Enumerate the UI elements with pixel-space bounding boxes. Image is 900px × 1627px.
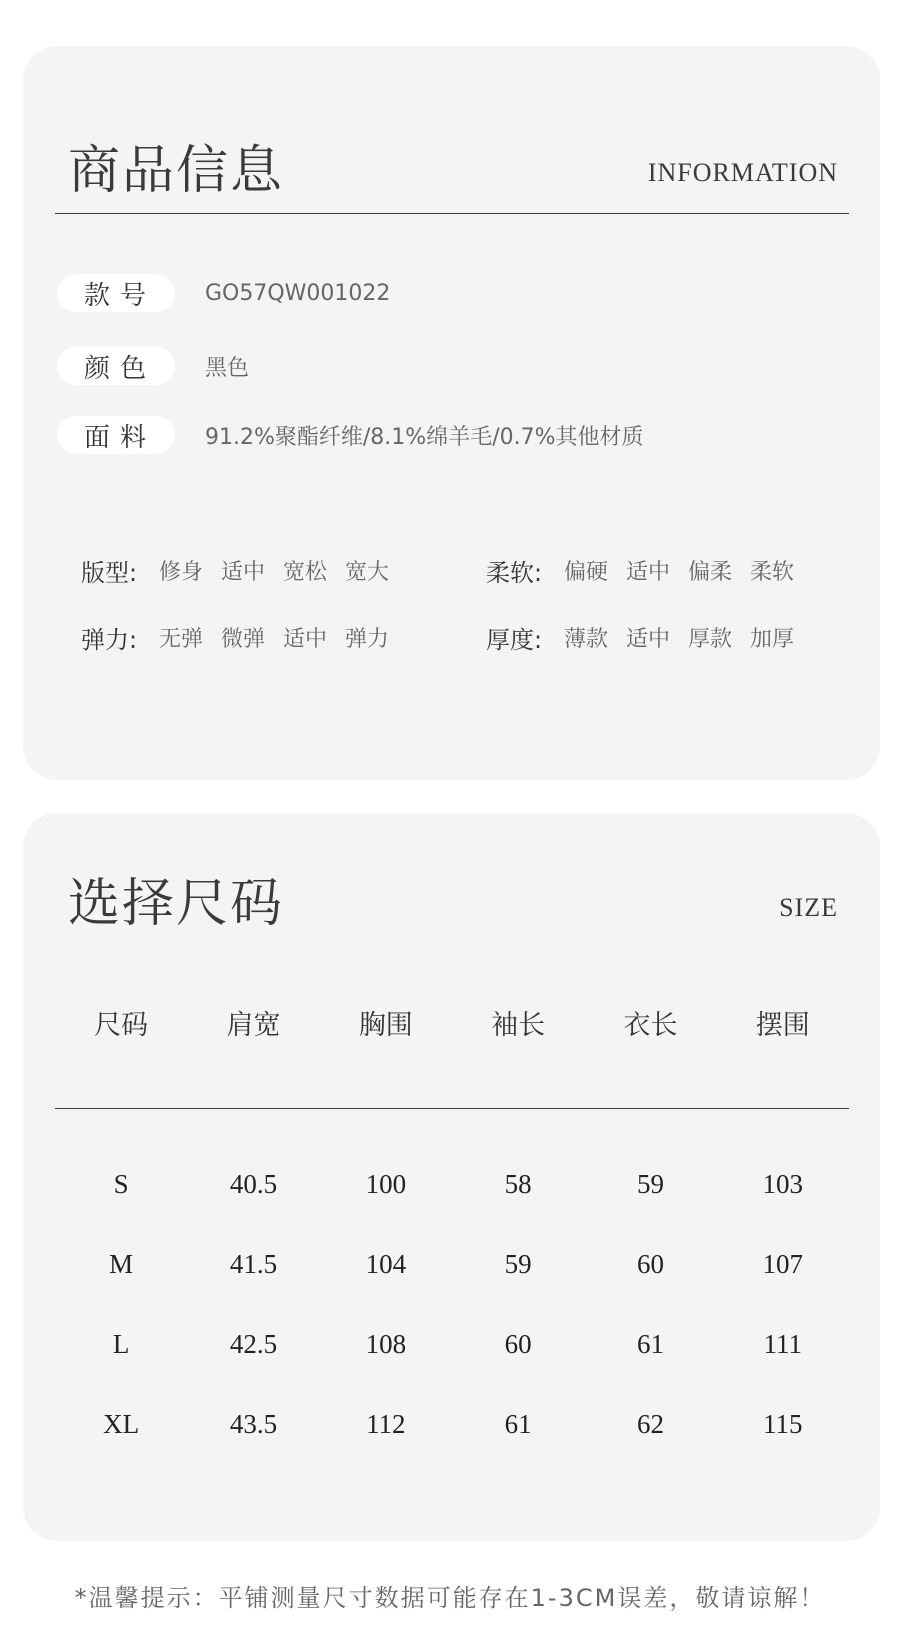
table-cell: 103: [762, 1169, 804, 1199]
table-cell: 100: [365, 1169, 407, 1199]
table-cell: 61: [504, 1409, 532, 1439]
info-label-pill: 款号: [57, 274, 175, 312]
attr-fit: [81, 548, 407, 592]
size-title: 选择尺码: [68, 874, 285, 934]
table-header-cell: 尺码: [94, 1010, 149, 1041]
info-label-pill: 颜色: [57, 347, 175, 385]
info-title: 商品信息: [68, 141, 285, 201]
attr-option-selected: 适中: [626, 622, 688, 653]
table-cell: M: [109, 1249, 134, 1279]
info-row-style-number: [57, 274, 390, 312]
info-value: 黑色: [205, 355, 250, 381]
table-cell: XL: [103, 1409, 140, 1439]
table-cell: 59: [504, 1249, 532, 1279]
attr-option: 薄款: [564, 626, 609, 652]
info-title-en: INFORMATION: [647, 158, 838, 187]
attr-option: 适中: [283, 626, 328, 652]
table-cell: L: [112, 1329, 130, 1359]
size-table-body: [55, 1169, 849, 1489]
table-row: [55, 1409, 849, 1489]
info-row-fabric: [57, 416, 644, 454]
table-cell: 108: [365, 1329, 407, 1359]
table-cell: 107: [762, 1249, 804, 1279]
table-cell: 58: [504, 1169, 532, 1199]
info-value: GO57QW001022: [205, 280, 391, 306]
attr-option: 偏硬: [564, 559, 609, 585]
info-row-color: [57, 347, 249, 385]
table-cell: 62: [636, 1409, 664, 1439]
table-cell: 60: [504, 1329, 532, 1359]
attr-label: 柔软:: [486, 558, 543, 587]
table-header-row: [55, 1003, 849, 1042]
table-header-cell: 肩宽: [226, 1010, 281, 1041]
table-header-cell: 胸围: [358, 1010, 413, 1041]
attr-option: 偏柔: [688, 559, 733, 585]
table-header-cell: 袖长: [491, 1010, 546, 1041]
table-header-cell: 衣长: [623, 1010, 678, 1041]
table-cell: 43.5: [229, 1409, 278, 1439]
footnote: *温馨提示：平铺测量尺寸数据可能存在1-3CM误差，敬请谅解！: [74, 1584, 826, 1612]
attr-elasticity: [81, 615, 407, 659]
attr-label: 版型:: [81, 558, 138, 587]
table-cell: 115: [763, 1409, 803, 1439]
divider: [55, 213, 849, 214]
product-info-card: [23, 46, 880, 780]
divider: [55, 1108, 849, 1109]
info-label-pill: 面料: [57, 416, 175, 454]
table-cell: 61: [636, 1329, 664, 1359]
attr-softness: [486, 548, 812, 592]
size-card: [23, 813, 880, 1541]
table-cell: 112: [366, 1409, 406, 1439]
info-value: 91.2%聚酯纤维/8.1%绵羊毛/0.7%其他材质: [205, 424, 644, 450]
attr-option-selected: 适中: [626, 555, 688, 586]
table-cell: 40.5: [229, 1169, 278, 1199]
size-table: [55, 1003, 849, 1042]
table-cell: S: [113, 1169, 129, 1199]
attr-option: 微弹: [221, 626, 266, 652]
table-cell: 60: [636, 1249, 664, 1279]
attr-option: 宽松: [283, 559, 328, 585]
attr-option: 修身: [159, 559, 204, 585]
table-cell: 104: [365, 1249, 407, 1279]
table-row: [55, 1169, 849, 1249]
table-row: [55, 1329, 849, 1409]
table-cell: 59: [636, 1169, 664, 1199]
attr-option: 加厚: [750, 626, 795, 652]
table-header-cell: 摆围: [755, 1010, 810, 1041]
attr-option: 厚款: [688, 626, 733, 652]
table-cell: 42.5: [229, 1329, 278, 1359]
size-title-en: SIZE: [779, 893, 838, 922]
table-cell: 41.5: [229, 1249, 278, 1279]
attr-option: 弹力: [345, 626, 390, 652]
attr-option-selected: 适中: [221, 555, 283, 586]
attr-label: 厚度:: [486, 625, 543, 654]
table-row: [55, 1249, 849, 1329]
attr-option-selected: 无弹: [159, 622, 221, 653]
attr-label: 弹力:: [81, 625, 138, 654]
attr-option: 柔软: [750, 559, 795, 585]
table-cell: 111: [763, 1329, 803, 1359]
attr-option: 宽大: [345, 559, 390, 585]
attr-thickness: [486, 615, 812, 659]
